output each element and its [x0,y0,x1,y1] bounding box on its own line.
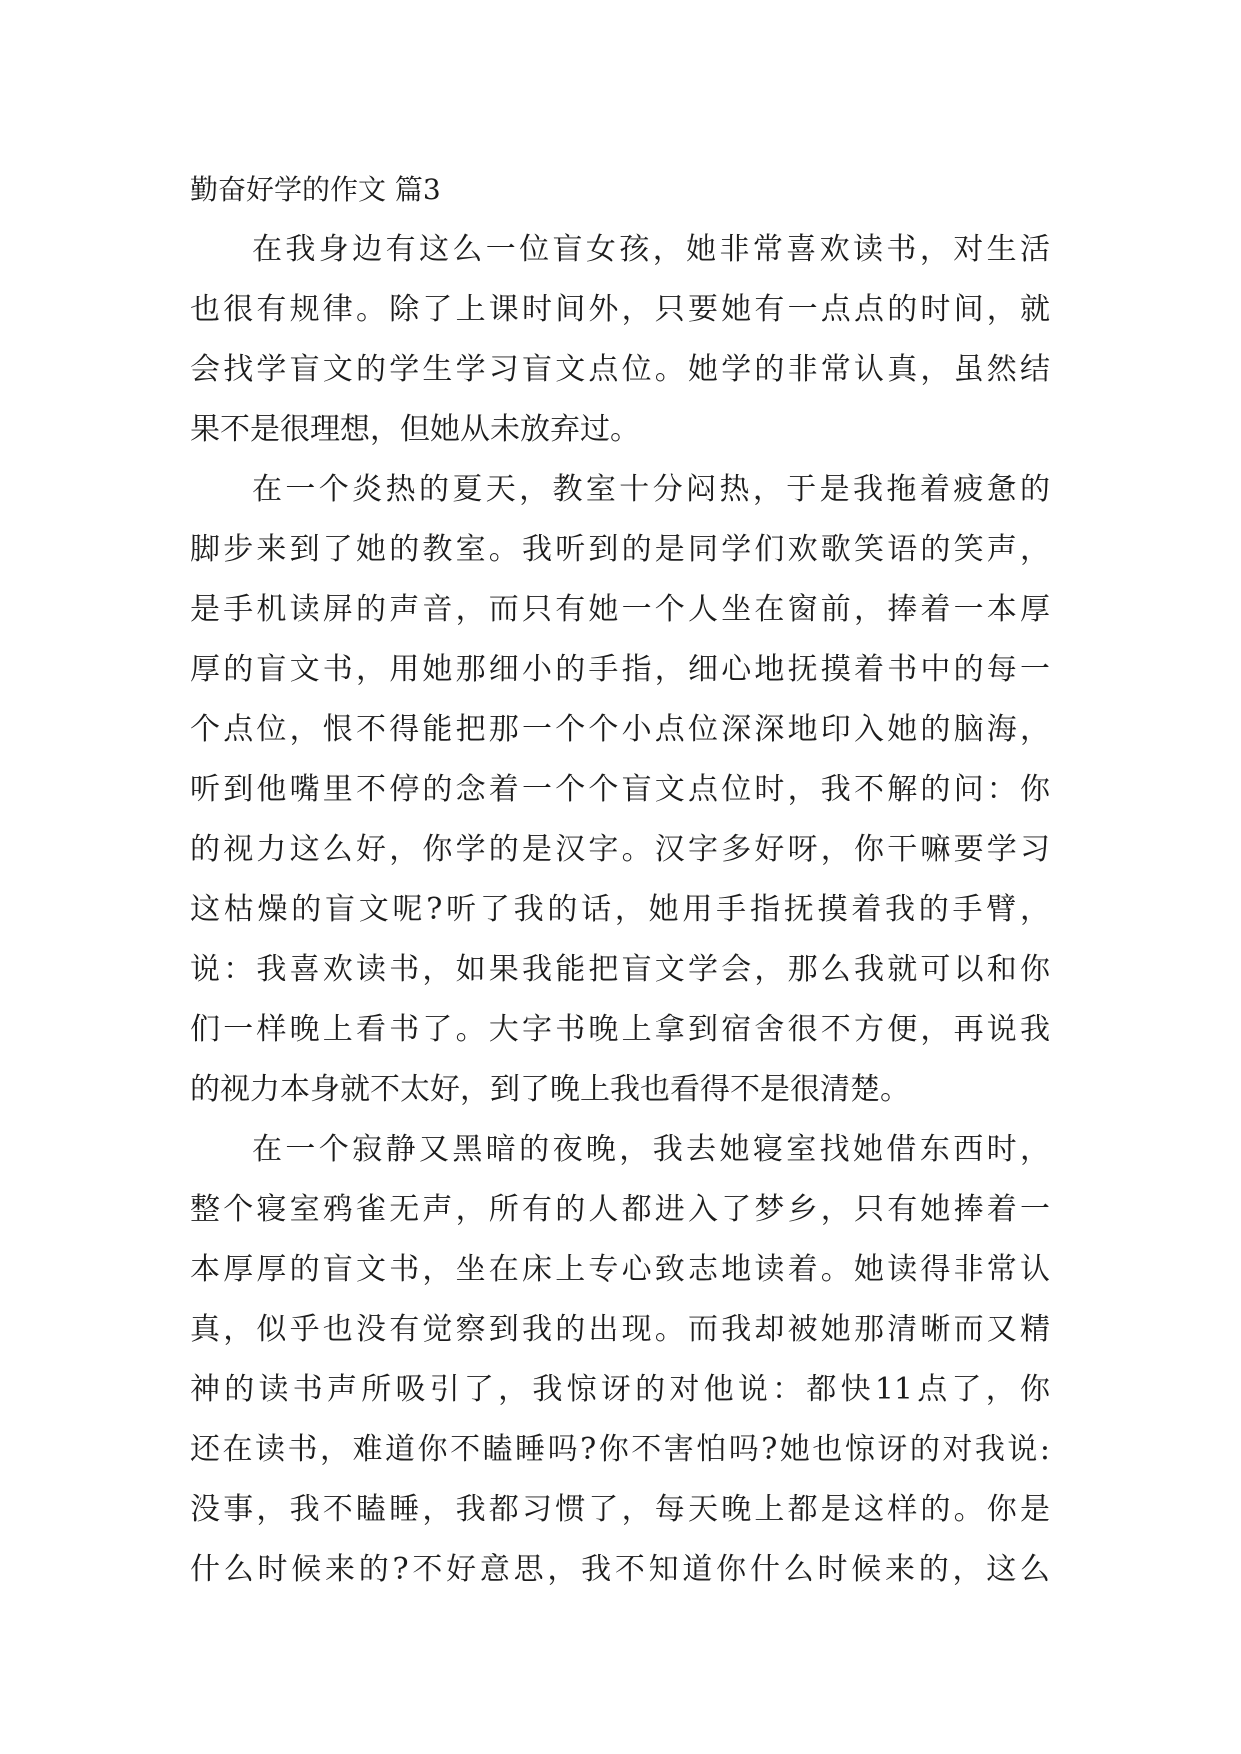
text-line: 果不是很理想，但她从未放弃过。 [190,412,640,447]
text-line: 脚步来到了她的教室。我听到的是同学们欢歌笑语的笑声， [190,532,1050,567]
text-line: 没事，我不瞌睡，我都习惯了，每天晚上都是这样的。你是 [190,1492,1050,1527]
text-line: 的视力本身就不太好，到了晚上我也看得不是很清楚。 [190,1072,910,1107]
text-line: 也很有规律。除了上课时间外，只要她有一点点的时间，就 [190,292,1050,327]
text-line: 说：我喜欢读书，如果我能把盲文学会，那么我就可以和你 [190,952,1050,987]
text-line: 什么时候来的?不好意思，我不知道你什么时候来的，这么 [190,1552,1050,1587]
text-line: 真，似乎也没有觉察到我的出现。而我却被她那清晰而又精 [190,1312,1050,1347]
text-line: 神的读书声所吸引了，我惊讶的对他说：都快11点了，你 [190,1372,1050,1407]
text-line: 在一个寂静又黑暗的夜晚，我去她寝室找她借东西时， [252,1132,1050,1167]
text-line: 这枯燥的盲文呢?听了我的话，她用手指抚摸着我的手臂， [190,892,1050,927]
paragraph-1 [190,220,1050,460]
document-body [190,160,1050,1600]
paragraph-3 [190,1120,1050,1600]
text-line: 个点位，恨不得能把那一个个小点位深深地印入她的脑海， [190,712,1050,747]
text-line: 的视力这么好，你学的是汉字。汉字多好呀，你干嘛要学习 [190,832,1050,867]
text-line: 整个寝室鸦雀无声，所有的人都进入了梦乡，只有她捧着一 [190,1192,1050,1227]
text-line: 本厚厚的盲文书，坐在床上专心致志地读着。她读得非常认 [190,1252,1050,1287]
text-line: 在我身边有这么一位盲女孩，她非常喜欢读书，对生活 [252,232,1050,267]
text-line: 是手机读屏的声音，而只有她一个人坐在窗前，捧着一本厚 [190,592,1050,627]
paragraph-2 [190,460,1050,1120]
text-line: 还在读书，难道你不瞌睡吗?你不害怕吗?她也惊讶的对我说: [190,1432,1050,1467]
document-title: 勤奋好学的作文 篇3 [190,173,441,206]
text-line: 会找学盲文的学生学习盲文点位。她学的非常认真，虽然结 [190,352,1050,387]
text-line: 听到他嘴里不停的念着一个个盲文点位时，我不解的问：你 [190,772,1050,807]
text-line: 厚的盲文书，用她那细小的手指，细心地抚摸着书中的每一 [190,652,1050,687]
text-line: 在一个炎热的夏天，教室十分闷热，于是我拖着疲惫的 [252,472,1050,507]
text-line: 们一样晚上看书了。大字书晚上拿到宿舍很不方便，再说我 [190,1012,1050,1047]
